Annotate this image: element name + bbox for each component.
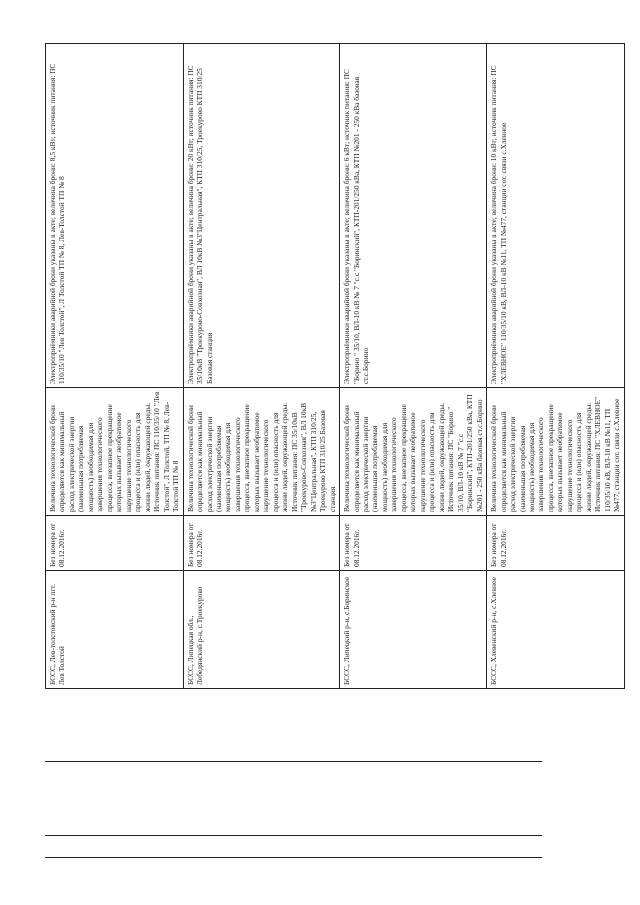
- doc-cell: Без номера от 08.12.2016г.: [46, 516, 184, 571]
- object-cell: БССС, Липецкая обл., Лебедянский р-н, с.Троекурово: [183, 571, 340, 689]
- horizontal-rule: [45, 761, 542, 762]
- reserve-cell: Электроприёмники аварийной брони указаны в акте; величина брони: 6 кВт; источник питания: ПС "Борино " 35/10, ВЛ-10 кВ № 7 "с.с "Боринский", КТП-201/250 кВа, КТП №201 - 250 кВа базовая ст.с.Борино: [340, 44, 487, 388]
- doc-cell: Без номера от 08.12.2016г.: [487, 516, 625, 571]
- horizontal-rule: [45, 857, 542, 858]
- horizontal-rule: [45, 835, 542, 836]
- table-row: [340, 44, 487, 689]
- table-row: [183, 44, 340, 689]
- basis-cell: Величина технологической брони определяется как минимальный расход электрической энергии (наименьшая потребляемая мощность) необходимая для завершения технологического процесса, внезапное прекращение которых вызывает необратимое нарушение технологического процесса и (или) опасность для жизни людей, окружающей среды. Источник питания: ПС 110/35/10 "Лев Толстой", Л Толстой, ТП № 8, Лев-Толстой ТП № 8: [46, 388, 184, 516]
- doc-cell: Без номера от 08.12.2016г.: [340, 516, 487, 571]
- doc-cell: Без номера от 08.12.2016г.: [183, 516, 340, 571]
- basis-cell: Величина технологической брони определяется как минимальный расход электрической энергии (наименьшая потребляемая мощность) необходимая для завершения технологического процесса, внезапное прекращение которых вызывает необратимое нарушение технологического процесса и (или) опасность для жизни людей, окружающей среды. Источник питания: ПС "Борино " 35/10, ВЛ-10 кВ № 7 "с.с "Боринский", КТП-201/250 кВа, КТП №201 - 250 кВа базовая ст.с.Борино: [340, 388, 487, 516]
- table-row: [487, 44, 625, 689]
- object-cell: БССС, Лев-толстовский р-н пгт. Лев Толстой: [46, 571, 184, 689]
- reserve-cell: Электроприёмники аварийной брони указаны в акте; величина брони: 20 кВт; источник питания: ПС 35/10кВ "Троекурово-Совхозная", ВЛ 10кВ №3"Центральная", КТП 310/25, Троекурово КТП 310/25 Базовая станция: [183, 44, 340, 388]
- table-row: [46, 44, 184, 689]
- basis-cell: Величина технологической брони определяется как минимальный расход электрической энергии (наименьшая потребляемая мощность) необходимая для завершения технологического процесса, внезапное прекращение которых вызывает необратимое нарушение технологического процесса и (или) опасность для жизни людей, окружающей среды. Источник питания: ПС 35/10кВ "Троекурово-Совхозная", ВЛ 10кВ №3"Центральная", КТП 310/25, Троекурово КТП 310/25 Базовая станция: [183, 388, 340, 516]
- basis-cell: Величина технологической брони определяется как минимальный расход электрической энергии (наименьшая потребляемая мощность) необходимая для завершения технологического процесса, внезапное прекращение которых вызывает необратимое нарушение технологического процесса и (или) опасность для жизни людей, окружающей среды. Источник питания: ПС "ХЛЕВНОЕ" 110/35/10 кВ, ВЛ-10 кВ №11, ТП №477, станции сот. связи с.Хлевное: [487, 388, 625, 516]
- reserve-cell: Электроприёмники аварийной брони указаны в акте; величина брони: 8,5 кВт; источник питания: ПС 110/35/10 "Лев Толстой", Л Толстой ТП № 8, Лев-Толстой ТП № 8: [46, 44, 184, 388]
- reserve-table: [45, 43, 625, 689]
- reserve-cell: Электроприёмники аварийной брони указаны в акте; величина брони: 10 кВт; источник питания: ПС "ХЛЕВНОЕ" 110/35/10 кВ, ВЛ-10 кВ №11, ТП №477, станции сот. связи с.Хлевное: [487, 44, 625, 388]
- object-cell: БССС, Липецкий р-н, с.Боринское: [340, 571, 487, 689]
- rotated-table-wrapper: [45, 44, 622, 689]
- object-cell: БССС, Хлевенский р-н, с.Хлевное: [487, 571, 625, 689]
